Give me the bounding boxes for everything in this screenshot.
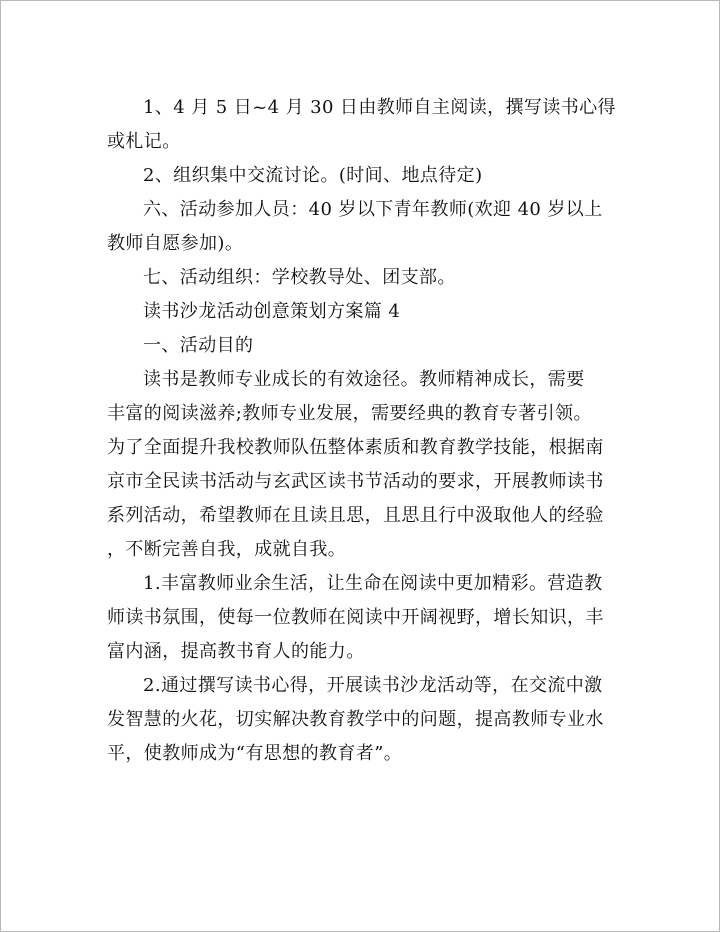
text-line: ，不断完善自我，成就自我。	[107, 539, 347, 560]
text-line: 读书是教师专业成长的有效途径。教师精神成长，需要	[143, 369, 585, 390]
text-line: 富内涵，提高教书育人的能力。	[107, 641, 365, 662]
text-line: 教师自愿参加)。	[107, 233, 244, 254]
section-heading: 读书沙龙活动创意策划方案篇 4	[143, 301, 401, 322]
text-line: 六、活动参加人员：40 岁以下青年教师(欢迎 40 岁以上	[143, 199, 603, 220]
text-line: 1、4 月 5 日~4 月 30 日由教师自主阅读，撰写读书心得	[143, 97, 616, 118]
text-line: 1.丰富教师业余生活，让生命在阅读中更加精彩。营造教	[143, 573, 603, 594]
text-line: 京市全民读书活动与玄武区读书节活动的要求，开展教师读书	[107, 471, 604, 492]
document-body	[107, 91, 616, 771]
text-line: 2、组织集中交流讨论。(时间、地点待定)	[143, 165, 483, 186]
text-line: 或札记。	[107, 131, 181, 152]
text-line: 发智慧的火花，切实解决教育教学中的问题，提高教师专业水	[107, 709, 604, 730]
text-line: 七、活动组织：学校教导处、团支部。	[143, 267, 456, 288]
text-line: 丰富的阅读滋养;教师专业发展，需要经典的教育专著引领。	[107, 403, 592, 424]
text-line: 系列活动，希望教师在且读且思，且思且行中汲取他人的经验	[107, 505, 604, 526]
text-line: 2.通过撰写读书心得，开展读书沙龙活动等，在交流中激	[143, 675, 603, 696]
text-line: 为了全面提升我校教师队伍整体素质和教育教学技能，根据南	[107, 437, 604, 458]
text-line: 师读书氛围，使每一位教师在阅读中开阔视野，增长知识，丰	[107, 607, 604, 628]
text-line: 平，使教师成为“有思想的教育者”。	[107, 743, 403, 764]
section-subheading: 一、活动目的	[143, 335, 254, 356]
